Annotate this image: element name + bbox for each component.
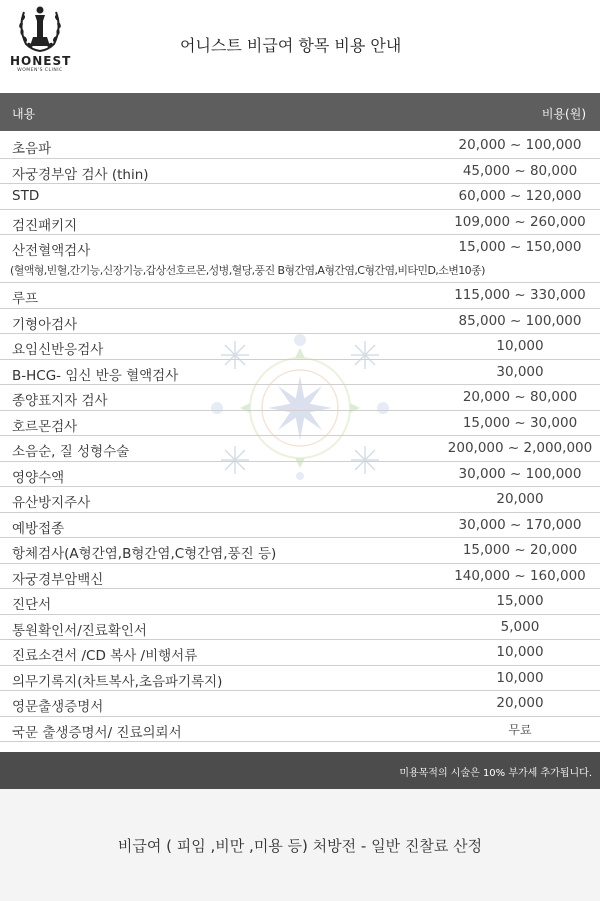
column-header-price: 비용(원) <box>541 107 586 121</box>
table-row <box>0 309 600 335</box>
table-row <box>0 159 600 185</box>
table-row <box>0 640 600 666</box>
item-price: 10,000 <box>496 669 544 686</box>
table-row <box>0 538 600 564</box>
item-name: 진료소견서 /CD 복사 /비행서류 <box>12 648 198 664</box>
table-row <box>0 513 600 539</box>
item-price: 30,000 <box>496 363 544 380</box>
laurel-chess-logo-icon <box>14 4 66 54</box>
item-name: 기형아검사 <box>12 316 78 333</box>
item-name: 산전혈액검사 <box>12 243 91 259</box>
brand-tagline: WOMEN'S CLINIC <box>17 68 63 73</box>
item-name: 항체검사(A형간염,B형간염,C형간염,풍진 등) <box>12 546 277 562</box>
item-name: 의무기록지(차트복사,초음파기록지) <box>12 673 223 690</box>
item-price: 30,000 ~ 170,000 <box>458 516 582 533</box>
vat-notice-bar <box>0 752 600 789</box>
item-price: 20,000 ~ 100,000 <box>458 137 582 153</box>
item-price: 45,000 ~ 80,000 <box>462 162 578 179</box>
item-price: 20,000 <box>496 491 544 507</box>
item-name: 초음파 <box>12 141 52 157</box>
brand-name: HONEST <box>10 54 72 68</box>
table-row <box>0 184 600 210</box>
item-name: 영양수액 <box>12 469 65 486</box>
table-row <box>0 691 600 717</box>
table-row <box>0 133 600 159</box>
table-row <box>0 717 600 743</box>
item-name: 종양표지자 검사 <box>12 393 108 409</box>
item-price: 115,000 ~ 330,000 <box>454 287 586 303</box>
item-name: 국문 출생증명서/ 진료의뢰서 <box>12 724 182 741</box>
header <box>0 0 600 88</box>
item-price: 20,000 ~ 80,000 <box>462 389 578 405</box>
item-name: 자궁경부암 검사 (thin) <box>12 166 149 183</box>
item-price: 15,000 ~ 30,000 <box>462 414 578 431</box>
table-row <box>0 411 600 437</box>
item-price: 10,000 <box>496 338 544 354</box>
clinic-logo <box>10 4 70 84</box>
item-price: 109,000 ~ 260,000 <box>454 213 586 230</box>
item-price: 10,000 <box>496 644 544 660</box>
item-price: 15,000 ~ 20,000 <box>462 542 578 558</box>
table-row <box>0 589 600 615</box>
item-name: 요임신반응검사 <box>12 342 104 358</box>
item-name: 호르몬검사 <box>12 418 78 435</box>
item-name: 통원확인서/진료확인서 <box>12 622 147 639</box>
item-price: 15,000 ~ 150,000 <box>458 239 582 255</box>
table-row <box>0 436 600 462</box>
column-header-item: 내용 <box>12 107 36 121</box>
table-row <box>0 462 600 488</box>
item-name: 영문출생증명서 <box>12 699 104 715</box>
item-name: B-HCG- 임신 반응 혈액검사 <box>12 367 179 384</box>
item-price: 15,000 <box>496 593 544 609</box>
vat-notice: 미용목적의 시술은 10% 부가세 추가됩니다. <box>399 768 592 779</box>
table-row <box>0 235 600 283</box>
item-name: 검진패키지 <box>12 217 78 234</box>
item-name: 자궁경부암백신 <box>12 571 104 588</box>
prescription-note: 비급여 ( 피임 ,비만 ,미용 등) 처방전 - 일반 진찰료 산정 <box>117 837 483 855</box>
table-row <box>0 666 600 692</box>
table-row <box>0 360 600 386</box>
item-price: 20,000 <box>496 695 544 711</box>
table-row <box>0 210 600 236</box>
table-row <box>0 385 600 411</box>
item-name: 루프 <box>12 291 39 307</box>
item-name: 유산방지주사 <box>12 495 91 511</box>
price-table <box>0 133 600 742</box>
table-header <box>0 93 600 131</box>
table-row <box>0 564 600 590</box>
item-price: 60,000 ~ 120,000 <box>458 188 582 204</box>
table-row <box>0 283 600 309</box>
item-price: 85,000 ~ 100,000 <box>458 312 582 329</box>
item-price: 무료 <box>508 722 532 737</box>
item-name: 예방접종 <box>12 520 65 537</box>
item-detail: (혈액형,빈혈,간기능,신장기능,갑상선호르몬,성병,혈당,풍진 B형간염,A형간염,C형간염,비타민D,소변10종) <box>10 264 485 277</box>
table-row <box>0 487 600 513</box>
bottom-section <box>0 789 600 901</box>
item-name: 진단서 <box>12 597 52 613</box>
item-price: 5,000 <box>500 618 540 635</box>
table-row <box>0 615 600 641</box>
page-title: 어니스트 비급여 항목 비용 안내 <box>180 36 402 55</box>
item-price: 30,000 ~ 100,000 <box>458 465 582 482</box>
item-price: 200,000 ~ 2,000,000 <box>447 440 593 456</box>
table-row <box>0 334 600 360</box>
item-price: 140,000 ~ 160,000 <box>454 567 586 584</box>
item-name: STD <box>12 188 40 204</box>
item-name: 소음순, 질 성형수술 <box>12 444 130 460</box>
